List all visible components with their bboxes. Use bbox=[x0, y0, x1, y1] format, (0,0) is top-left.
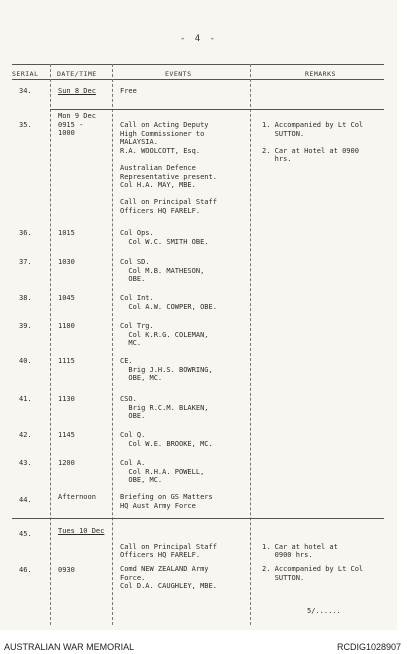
row-serial: 41. bbox=[19, 395, 32, 403]
row-serial: 39. bbox=[19, 322, 32, 330]
footer-source: AUSTRALIAN WAR MEMORIAL bbox=[4, 642, 135, 652]
header-serial: SERIAL bbox=[12, 70, 39, 78]
row-events: Col A. Col R.H.A. POWELL, OBE, MC. bbox=[120, 459, 205, 485]
row-date: Afternoon bbox=[58, 493, 96, 501]
row-serial: 38. bbox=[19, 294, 32, 302]
row-events: Comd NEW ZEALAND Army Force. Col D.A. CAUGHLEY, MBE. bbox=[120, 565, 217, 591]
footer-reference: RCDIG1028907 bbox=[336, 642, 401, 652]
header-bottom-rule bbox=[12, 79, 384, 80]
row-serial: 44. bbox=[19, 496, 32, 504]
row-date: 1130 bbox=[58, 395, 75, 403]
continuation-marker: 5/...... bbox=[307, 607, 341, 615]
row-serial: 34. bbox=[19, 87, 32, 95]
row-serial: 40. bbox=[19, 357, 32, 365]
row-events: CE. Brig J.H.S. BOWRING, OBE, MC. bbox=[120, 357, 213, 383]
row-serial: 45. bbox=[19, 530, 32, 538]
row-events: Free bbox=[120, 87, 137, 95]
row-events: Col Int. Col A.W. COWPER, OBE. bbox=[120, 294, 217, 311]
row-remarks: 2. Accompanied by Lt Col SUTTON. bbox=[262, 565, 364, 582]
page-number: - 4 - bbox=[179, 34, 218, 44]
header-remarks: REMARKS bbox=[305, 70, 336, 78]
row-events: Briefing on GS Matters HQ Aust Army Force bbox=[120, 493, 213, 510]
row-date: 1030 bbox=[58, 258, 75, 266]
column-divider bbox=[250, 64, 251, 625]
row-events: Col SD. Col M.B. MATHESON, OBE. bbox=[120, 258, 205, 284]
row-date: 1045 bbox=[58, 294, 75, 302]
row-serial: 42. bbox=[19, 431, 32, 439]
header-events: EVENTS bbox=[165, 70, 192, 78]
row-date: Mon 9 Dec 0915 - 1000 bbox=[58, 112, 96, 138]
row-events: Col Trg. Col K.R.G. COLEMAN, MC. bbox=[120, 322, 209, 348]
row-date: Tues 10 Dec bbox=[58, 527, 105, 535]
column-divider bbox=[50, 64, 51, 625]
row-separator bbox=[50, 109, 384, 110]
row-remarks: 1. Car at hotel at 0900 hrs. bbox=[262, 542, 338, 560]
row-events: Col Ops. Col W.C. SMITH OBE. bbox=[120, 229, 209, 246]
row-serial: 37. bbox=[19, 258, 32, 266]
row-date: 0930 bbox=[58, 566, 75, 574]
header-date-time: DATE/TIME bbox=[57, 70, 97, 78]
row-serial: 36. bbox=[19, 229, 32, 237]
row-remarks: 1. Accompanied by Lt Col SUTTON. 2. Car at Hotel at 0900 hrs. bbox=[262, 121, 364, 164]
row-date: Sun 8 Dec bbox=[58, 87, 96, 95]
row-date: 1100 bbox=[58, 322, 75, 330]
row-serial: 46. bbox=[19, 566, 32, 574]
row-serial: 35. bbox=[19, 121, 32, 129]
row-date: 1200 bbox=[58, 459, 75, 467]
row-date: 1115 bbox=[58, 357, 75, 365]
column-divider bbox=[112, 64, 113, 625]
row-events: Call on Acting Deputy High Commissioner to MALAYSIA. R.A. WOOLCOTT, Esq. Australian Defence Representative present. Col H.A. MAY, MBE. Call on Principal Staff Officers HQ FARELF. bbox=[120, 121, 217, 215]
row-events: Col Q. Col W.E. BROOKE, MC. bbox=[120, 431, 213, 448]
row-separator bbox=[12, 518, 384, 519]
row-date: 1015 bbox=[58, 229, 75, 237]
row-date: 1145 bbox=[58, 431, 75, 439]
row-events: Call on Principal Staff Officers HQ FARELF. bbox=[120, 542, 217, 560]
row-events: CSO. Brig R.C.M. BLAKEN, OBE. bbox=[120, 395, 209, 421]
header-top-rule bbox=[12, 64, 384, 65]
row-serial: 43. bbox=[19, 459, 32, 467]
